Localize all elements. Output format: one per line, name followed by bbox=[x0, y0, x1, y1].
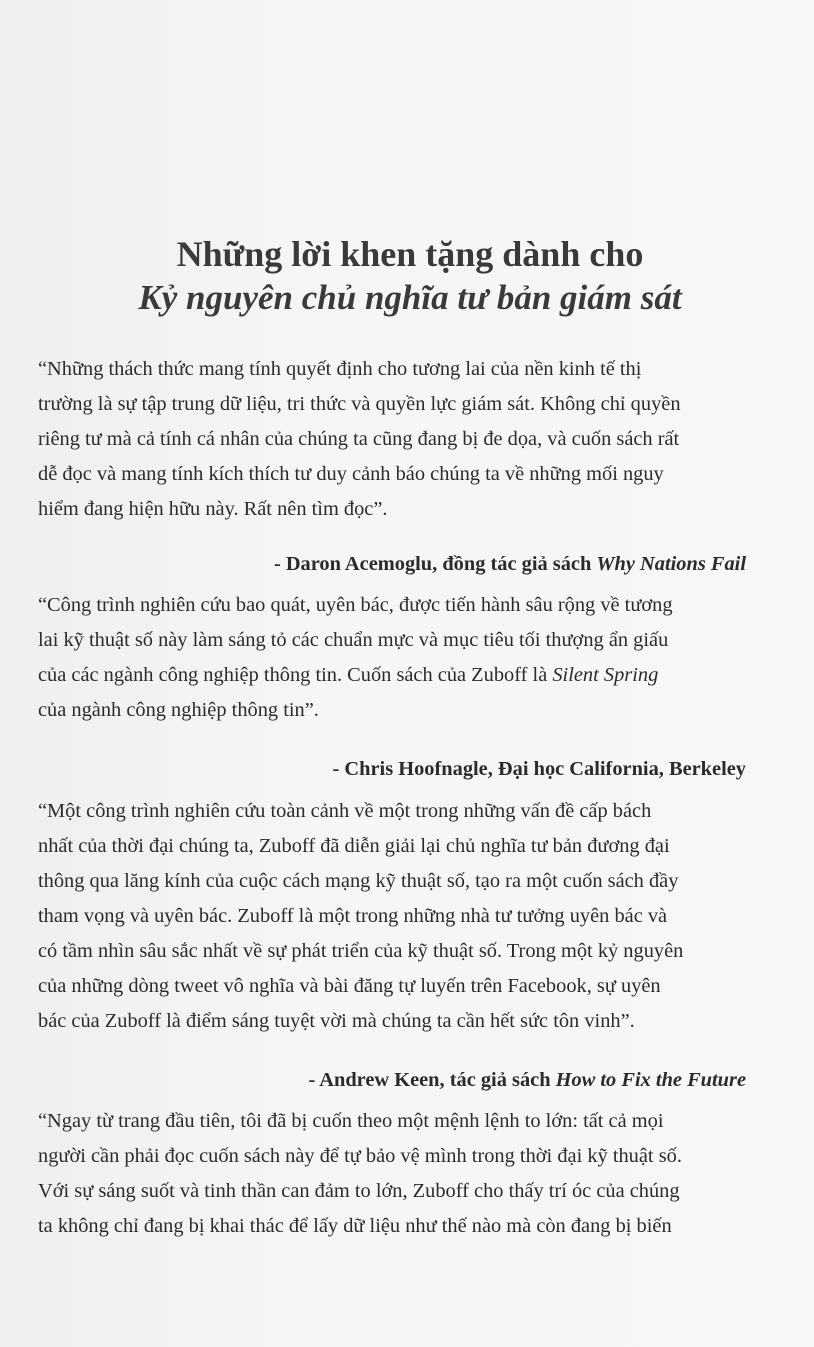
praise-quote-3 bbox=[38, 794, 748, 1039]
quote-line: dễ đọc và mang tính kích thích tư duy cảnh báo chúng ta về những mối nguy bbox=[38, 463, 664, 485]
praise-quote-4 bbox=[38, 1104, 748, 1244]
quote-line: của những dòng tweet vô nghĩa và bài đăng tự luyến trên Facebook, sự uyên bbox=[38, 975, 661, 997]
quote-line: “Công trình nghiên cứu bao quát, uyên bác, được tiến hành sâu rộng về tương bbox=[38, 594, 673, 616]
page-title-line-1: Những lời khen tặng dành cho bbox=[176, 234, 644, 274]
quote-line: người cần phải đọc cuốn sách này để tự bảo vệ mình trong thời đại kỹ thuật số. bbox=[38, 1145, 682, 1167]
quote-italic-title: Silent Spring bbox=[552, 664, 659, 686]
attribution-work-title: How to Fix the Future bbox=[555, 1069, 746, 1091]
quote-line: Với sự sáng suốt và tinh thần can đảm to lớn, Zuboff cho thấy trí óc của chúng bbox=[38, 1180, 680, 1202]
quote-line: bác của Zuboff là điểm sáng tuyệt vời mà chúng ta cần hết sức tôn vinh”. bbox=[38, 1010, 635, 1032]
bleed-through-texture bbox=[30, 130, 810, 165]
praise-quote-2 bbox=[38, 588, 748, 728]
quote-attribution-3 bbox=[309, 1063, 747, 1097]
quote-line: hiểm đang hiện hữu này. Rất nên tìm đọc”. bbox=[38, 498, 388, 520]
quote-line: trường là sự tập trung dữ liệu, tri thức và quyền lực giám sát. Không chỉ quyền bbox=[38, 393, 681, 415]
quote-line: ta không chỉ đang bị khai thác để lấy dữ liệu như thế nào mà còn đang bị biến bbox=[38, 1215, 672, 1237]
quote-line: tham vọng và uyên bác. Zuboff là một trong những nhà tư tưởng uyên bác và bbox=[38, 905, 668, 927]
page-title-line-2: Kỷ nguyên chủ nghĩa tư bản giám sát bbox=[138, 278, 682, 317]
quote-attribution-1 bbox=[274, 547, 746, 581]
quote-line: thông qua lăng kính của cuộc cách mạng kỹ thuật số, tạo ra một cuốn sách đầy bbox=[38, 870, 679, 892]
quote-attribution-2 bbox=[333, 752, 746, 786]
quote-line: “Một công trình nghiên cứu toàn cảnh về một trong những vấn đề cấp bách bbox=[38, 800, 652, 822]
quote-line-text: của các ngành công nghiệp thông tin. Cuốn sách của Zuboff là bbox=[38, 664, 553, 686]
quote-line: nhất của thời đại chúng ta, Zuboff đã diễn giải lại chủ nghĩa tư bản đương đại bbox=[38, 835, 670, 857]
attribution-text: - Andrew Keen, tác giả sách bbox=[308, 1069, 556, 1091]
quote-line: “Những thách thức mang tính quyết định cho tương lai của nền kinh tế thị bbox=[38, 358, 642, 380]
quote-line: lai kỹ thuật số này làm sáng tỏ các chuẩn mực và mục tiêu tối thượng ẩn giấu bbox=[38, 629, 669, 651]
attribution-text: - Daron Acemoglu, đồng tác giả sách bbox=[273, 553, 597, 575]
attribution-work-title: Why Nations Fail bbox=[596, 553, 746, 575]
quote-line: của ngành công nghiệp thông tin”. bbox=[38, 699, 319, 721]
quote-line: “Ngay từ trang đầu tiên, tôi đã bị cuốn theo một mệnh lệnh to lớn: tất cả mọi bbox=[38, 1110, 664, 1132]
praise-quote-1 bbox=[38, 352, 748, 527]
quote-line: riêng tư mà cả tính cá nhân của chúng ta cũng đang bị đe dọa, và cuốn sách rất bbox=[38, 428, 680, 450]
quote-line bbox=[38, 658, 748, 693]
quote-line: có tầm nhìn sâu sắc nhất về sự phát triển của kỹ thuật số. Trong một kỷ nguyên bbox=[38, 940, 684, 962]
attribution-text: - Chris Hoofnagle, Đại học California, Berkeley bbox=[332, 758, 746, 780]
